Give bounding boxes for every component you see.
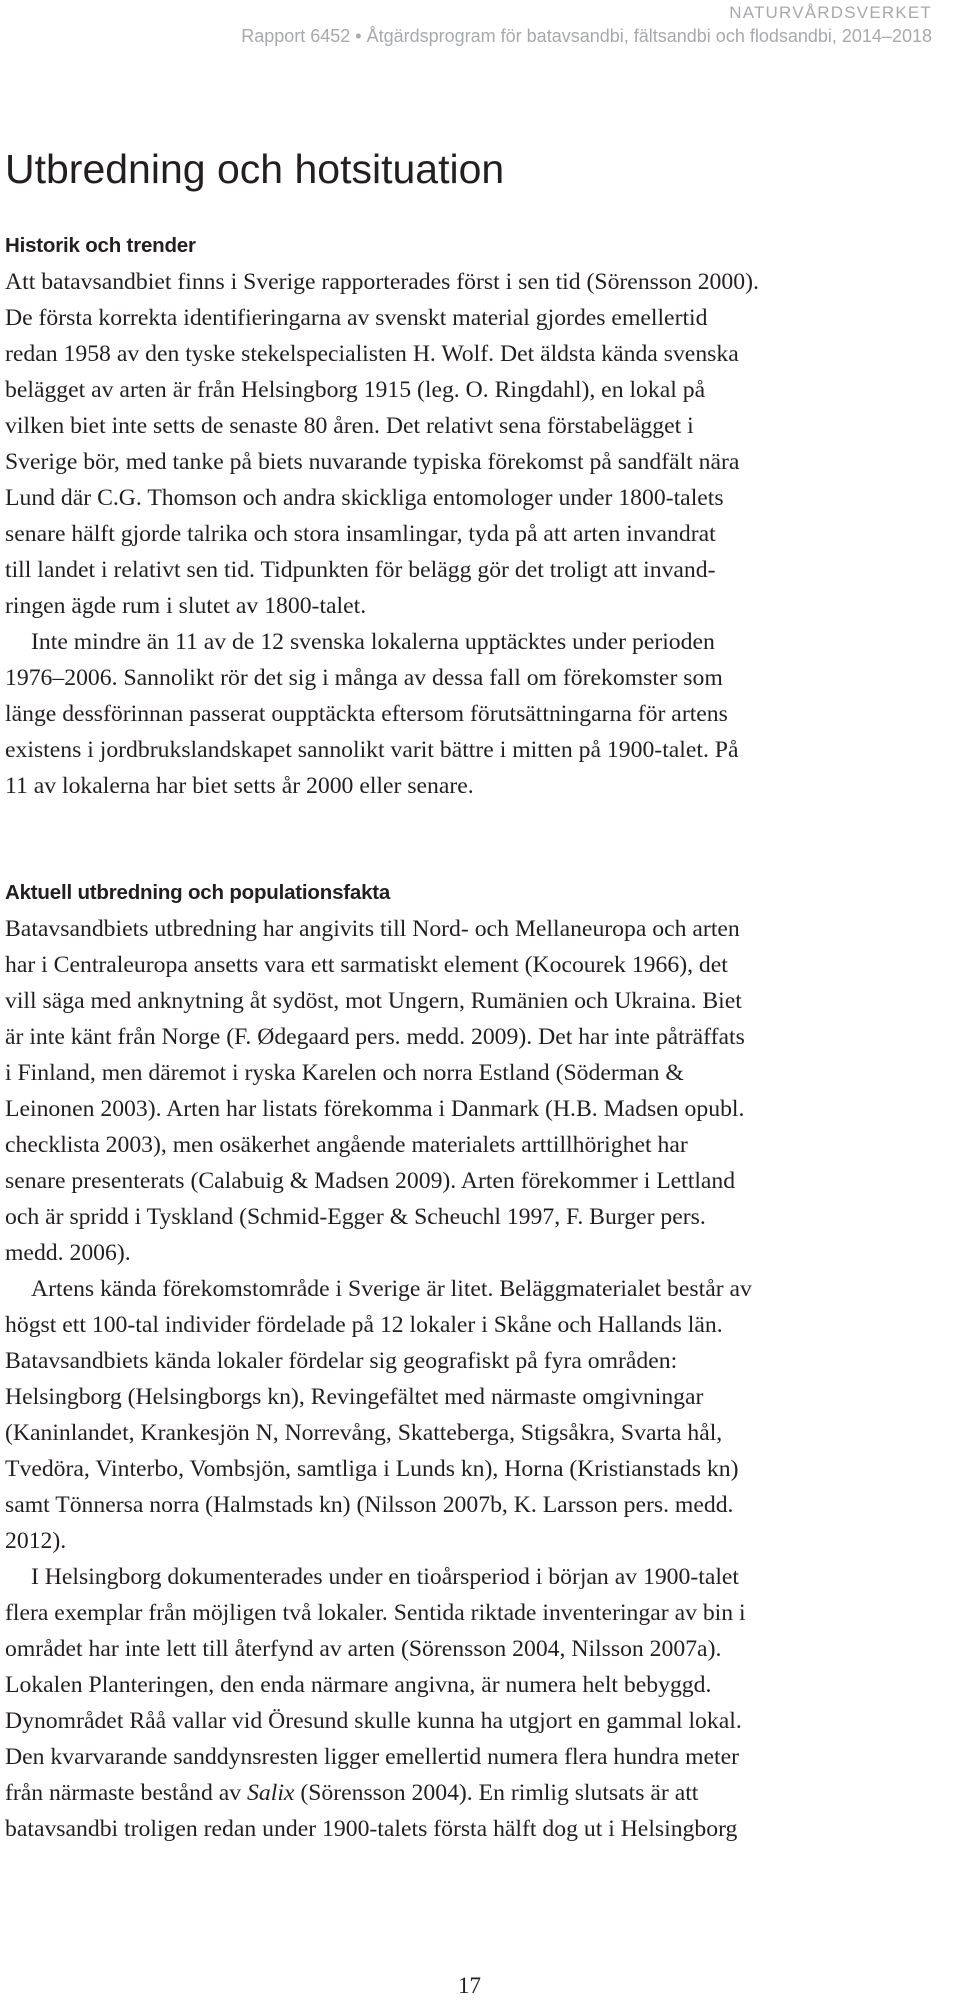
text-line-with-italic xyxy=(5,1775,943,1811)
text-line: 11 av lokalerna har biet setts år 2000 eller senare. xyxy=(5,773,474,799)
text-segment: från närmaste bestånd av xyxy=(5,1780,248,1806)
text-line: högst ett 100-tal individer fördelade på 12 lokaler i Skåne och Hallands län. xyxy=(5,1312,723,1338)
text-line: flera exemplar från möjligen två lokaler. Sentida riktade inventeringar av bin i xyxy=(5,1600,746,1626)
running-header xyxy=(241,2,932,48)
text-line: samt Tönnersa norra (Halmstads kn) (Nilsson 2007b, K. Larsson pers. medd. xyxy=(5,1492,734,1518)
text-line: i Finland, men däremot i ryska Karelen och norra Estland (Söderman & xyxy=(5,1060,684,1086)
section-heading: Aktuell utbredning och populationsfakta xyxy=(5,881,391,904)
text-line: Leinonen 2003). Arten har listats förekomma i Danmark (H.B. Madsen opubl. xyxy=(5,1096,745,1122)
text-line: länge dessförinnan passerat oupptäckta eftersom förutsättningarna för artens xyxy=(5,701,728,727)
text-line: senare presenterats (Calabuig & Madsen 2009). Arten förekommer i Lettland xyxy=(5,1168,736,1194)
text-line: Artens kända förekomstområde i Sverige är litet. Beläggmaterialet består av xyxy=(31,1276,752,1302)
text-line: Batavsandbiets utbredning har angivits till Nord- och Mellaneuropa och arten xyxy=(5,916,740,942)
text-segment: (Sörensson 2004). En rimlig slutsats är att xyxy=(294,1780,699,1806)
paragraph xyxy=(5,911,943,1271)
text-line: Sverige bör, med tanke på biets nuvarande typiska förekomst på sandfält nära xyxy=(5,449,740,475)
section-current-distribution xyxy=(5,875,943,1847)
text-line: belägget av arten är från Helsingborg 1915 (leg. O. Ringdahl), en lokal på xyxy=(5,377,706,403)
text-line: checklista 2003), men osäkerhet angående materialets arttillhörighet har xyxy=(5,1132,688,1158)
text-line: I Helsingborg dokumenterades under en tioårsperiod i början av 1900-talet xyxy=(31,1564,740,1590)
text-line: redan 1958 av den tyske stekelspecialisten H. Wolf. Det äldsta kända svenska xyxy=(5,341,739,367)
text-line: området har inte lett till återfynd av arten (Sörensson 2004, Nilsson 2007a). xyxy=(5,1636,722,1662)
text-line: Helsingborg (Helsingborgs kn), Revingefältet med närmaste omgivningar xyxy=(5,1384,704,1410)
text-line: är inte känt från Norge (F. Ødegaard pers. medd. 2009). Det har inte påträffats xyxy=(5,1024,745,1050)
text-line: Dynområdet Råå vallar vid Öresund skulle kunna ha utgjort en gammal lokal. xyxy=(5,1708,742,1734)
section-heading: Historik och trender xyxy=(5,234,196,257)
paragraph xyxy=(5,264,943,624)
text-line: existens i jordbrukslandskapet sannolikt varit bättre i mitten på 1900-talet. På xyxy=(5,737,739,763)
header-organization: NATURVÅRDSVERKET xyxy=(729,3,932,22)
text-line: Den kvarvarande sanddynsresten ligger emellertid numera flera hundra meter xyxy=(5,1744,740,1770)
text-line: ringen ägde rum i slutet av 1800-talet. xyxy=(5,593,367,619)
text-line: Lokalen Planteringen, den enda närmare angivna, är numera helt bebyggd. xyxy=(5,1672,712,1698)
page-number: 17 xyxy=(458,1973,481,1998)
text-line: har i Centraleuropa ansetts vara ett sarmatiskt element (Kocourek 1966), det xyxy=(5,952,728,978)
paragraph xyxy=(5,1559,943,1847)
text-line: Tvedöra, Vinterbo, Vombsjön, samtliga i Lunds kn), Horna (Kristianstads kn) xyxy=(5,1456,739,1482)
text-line: Lund där C.G. Thomson och andra skickliga entomologer under 1800-talets xyxy=(5,485,724,511)
text-line: batavsandbi troligen redan under 1900-talets första hälft dog ut i Helsingborg xyxy=(5,1816,738,1842)
text-line: Inte mindre än 11 av de 12 svenska lokalerna upptäcktes under perioden xyxy=(31,629,715,655)
section-history-trends xyxy=(5,228,943,804)
text-line: till landet i relativt sen tid. Tidpunkten för belägg gör det troligt att invand- xyxy=(5,557,716,583)
text-line: senare hälft gjorde talrika och stora insamlingar, tyda på att arten invandrat xyxy=(5,521,716,547)
paragraph xyxy=(5,1271,943,1559)
text-line: 1976–2006. Sannolikt rör det sig i många av dessa fall om förekomster som xyxy=(5,665,723,691)
text-line: medd. 2006). xyxy=(5,1240,131,1266)
text-line: De första korrekta identifieringarna av svenskt material gjordes emellertid xyxy=(5,305,708,331)
text-line: vill säga med anknytning åt sydöst, mot Ungern, Rumänien och Ukraina. Biet xyxy=(5,988,742,1014)
header-report-title: Rapport 6452 • Åtgärdsprogram för batavsandbi, fältsandbi och flodsandbi, 2014–2018 xyxy=(241,26,932,46)
chapter-title: Utbredning och hotsituation xyxy=(5,146,505,192)
paragraph xyxy=(5,624,943,804)
text-line: vilken biet inte setts de senaste 80 åren. Det relativt sena förstabelägget i xyxy=(5,413,694,439)
text-line: (Kaninlandet, Krankesjön N, Norrevång, Skatteberga, Stigsåkra, Svarta hål, xyxy=(5,1420,723,1446)
text-line: Batavsandbiets kända lokaler fördelar sig geografiskt på fyra områden: xyxy=(5,1348,678,1374)
text-line: Att batavsandbiet finns i Sverige rapporterades först i sen tid (Sörensson 2000). xyxy=(5,269,759,295)
text-line: 2012). xyxy=(5,1528,67,1554)
italic-taxon-name: Salix xyxy=(247,1780,295,1806)
text-line: och är spridd i Tyskland (Schmid-Egger & Scheuchl 1997, F. Burger pers. xyxy=(5,1204,706,1230)
